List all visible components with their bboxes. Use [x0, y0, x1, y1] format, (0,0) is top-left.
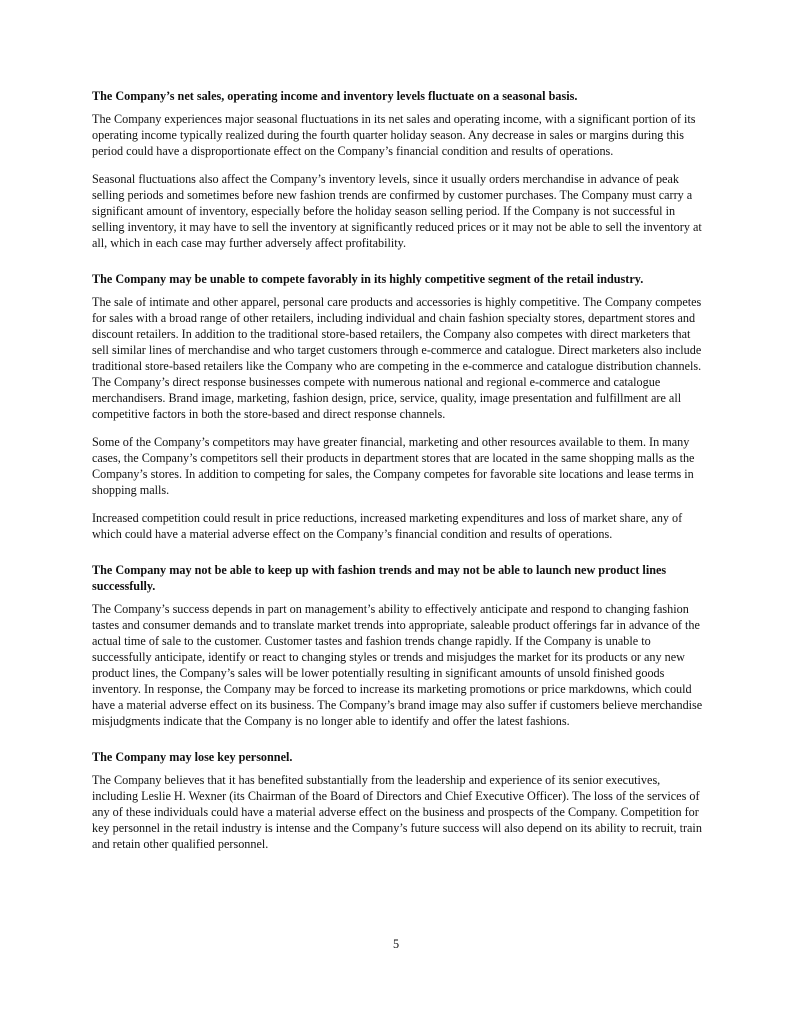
section-key-personnel — [92, 749, 704, 852]
paragraph: The Company believes that it has benefited substantially from the leadership and experience of its senior executives, including Leslie H. Wexner (its Chairman of the Board of Directors and Chief Executive Officer). The loss of the services of any of these individuals could have a material adverse effect on the business and prospects of the Company. Competition for key personnel in the retail industry is intense and the Company’s future success will also depend on its ability to recruit, train and retain other qualified personnel. — [92, 773, 702, 851]
document-page — [92, 88, 704, 864]
paragraph: Some of the Company’s competitors may have greater financial, marketing and other resources available to them. In many cases, the Company’s competitors sell their products in department stores that are located in the same shopping malls as the Company’s stores. In addition to competing for sales, the Company competes for favorable site locations and lease terms in shopping malls. — [92, 435, 695, 497]
paragraph: Increased competition could result in price reductions, increased marketing expenditures and loss of market share, any of which could have a material adverse effect on the Company’s financial condition and results of operations. — [92, 511, 683, 541]
paragraph: The Company experiences major seasonal fluctuations in its net sales and operating income, with a significant portion of its operating income typically realized during the fourth quarter holiday season. Any decrease in sales or margins during this period could have a disproportionate effect on the Company’s financial condition and results of operations. — [92, 112, 696, 158]
paragraph: The Company’s success depends in part on management’s ability to effectively anticipate and respond to changing fashion tastes and consumer demands and to translate market trends into appropriate, saleable product offerings far in advance of the actual time of sale to the customer. Customer tastes and fashion trends change rapidly. If the Company is unable to successfully anticipate, identify or react to changing styles or trends and misjudges the market for its products or any new product lines, the Company’s sales will be lower potentially resulting in significant amounts of unsold finished goods inventory. In response, the Company may be forced to increase its marketing promotions or price markdowns, which could have a material adverse effect on its business. The Company’s brand image may also suffer if customers believe merchandise misjudgments indicate that the Company is no longer able to identify and offer the latest fashions. — [92, 602, 703, 728]
section-heading: The Company may be unable to compete favorably in its highly competitive segment of the retail industry. — [92, 272, 644, 286]
section-seasonal — [92, 88, 704, 251]
paragraph: The sale of intimate and other apparel, personal care products and accessories is highly competitive. The Company competes for sales with a broad range of other retailers, including individual and chain fashion specialty stores, department stores and discount retailers. In addition to the traditional store-based retailers, the Company also competes with direct marketers that sell similar lines of merchandise and who target customers through e-commerce and catalogue. Direct marketers also include traditional store-based retailers like the Company who are competing in the e-commerce and catalogue distribution channels. The Company’s direct response businesses compete with numerous national and regional e-commerce and catalogue merchandisers. Brand image, marketing, fashion design, price, service, quality, image presentation and fulfillment are all competitive factors in both the store-based and direct response channels. — [92, 295, 702, 421]
section-heading: The Company may not be able to keep up with fashion trends and may not be able to launch new product lines successfully. — [92, 563, 667, 593]
section-fashion-trends — [92, 562, 704, 729]
section-heading: The Company’s net sales, operating income and inventory levels fluctuate on a seasonal basis. — [92, 89, 578, 103]
paragraph: Seasonal fluctuations also affect the Company’s inventory levels, since it usually orders merchandise in advance of peak selling periods and sometimes before new fashion trends are confirmed by customer purchases. The Company must carry a significant amount of inventory, especially before the holiday season selling period. If the Company is not successful in selling inventory, it may have to sell the inventory at significantly reduced prices or it may not be able to sell the inventory at all, which in each case may further adversely affect profitability. — [92, 172, 702, 250]
section-competition — [92, 271, 704, 542]
section-heading: The Company may lose key personnel. — [92, 750, 293, 764]
page-number: 5 — [392, 937, 400, 951]
